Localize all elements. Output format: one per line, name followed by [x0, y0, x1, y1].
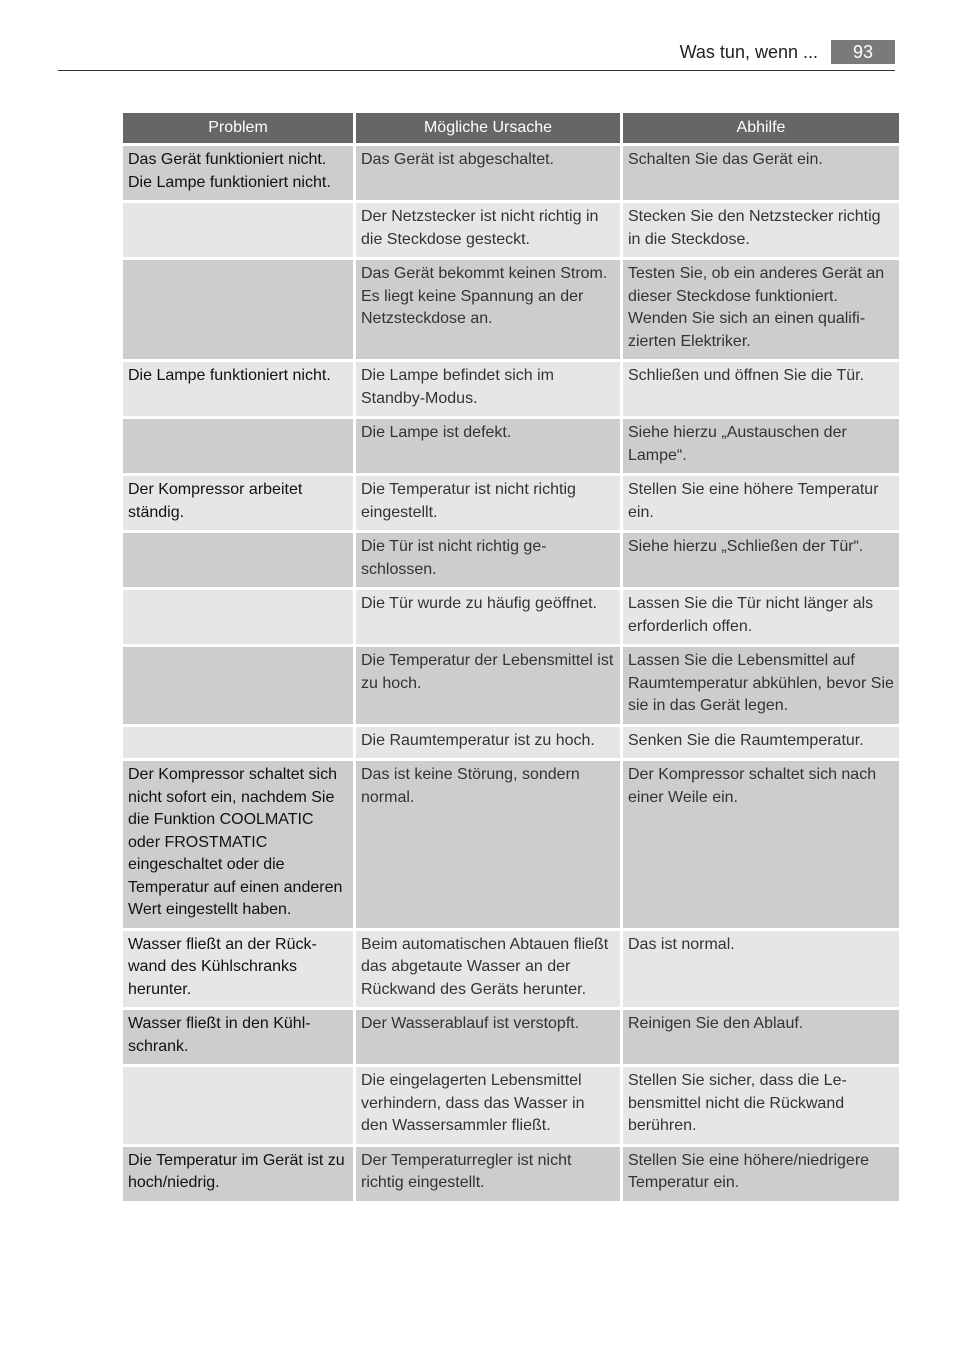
cause-cell: Die Raumtemperatur ist zu hoch. [356, 727, 620, 759]
problem-cell: Wasser fließt an der Rückwand des Kühlschranks herunter. [123, 931, 353, 1008]
problem-cell: Der Kompressor arbeitet ständig. [123, 476, 353, 530]
table-row [123, 761, 899, 928]
cause-cell: Die Lampe ist defekt. [356, 419, 620, 473]
cause-cell: Das Gerät bekommt keinen Strom. Es liegt keine Spannung an der Netzsteckdose an. [356, 260, 620, 359]
page-number: 93 [831, 40, 895, 64]
cause-cell: Das ist keine Störung, sondern normal. [356, 761, 620, 928]
table-row [123, 362, 899, 416]
cause-cell: Die Temperatur der Lebensmittel ist zu hoch. [356, 647, 620, 724]
cause-cell: Das Gerät ist abgeschaltet. [356, 146, 620, 200]
cause-cell: Die Temperatur ist nicht richtig eingestellt. [356, 476, 620, 530]
problem-cell [123, 533, 353, 587]
table-row [123, 1067, 899, 1144]
table-row [123, 727, 899, 759]
table-row [123, 647, 899, 724]
cause-cell: Die eingelagerten Lebensmittel verhindern, dass das Wasser in den Wassersammler fließt. [356, 1067, 620, 1144]
cause-cell: Die Tür wurde zu häufig geöffnet. [356, 590, 620, 644]
table-row [123, 146, 899, 200]
table-row [123, 1010, 899, 1064]
column-header-problem: Problem [123, 113, 353, 143]
remedy-cell: Das ist normal. [623, 931, 899, 1008]
column-header-cause: Mögliche Ursache [356, 113, 620, 143]
remedy-cell: Stecken Sie den Netzstecker richtig in die Steckdose. [623, 203, 899, 257]
troubleshooting-table [120, 110, 902, 1204]
cause-cell: Der Netzstecker ist nicht richtig in die Steckdose gesteckt. [356, 203, 620, 257]
section-title: Was tun, wenn ... [679, 42, 818, 62]
remedy-cell: Stellen Sie eine höhere Temperatur ein. [623, 476, 899, 530]
remedy-cell: Der Kompressor schaltet sich nach einer Weile ein. [623, 761, 899, 928]
problem-cell [123, 260, 353, 359]
problem-cell: Wasser fließt in den Kühlschrank. [123, 1010, 353, 1064]
table-row [123, 931, 899, 1008]
remedy-cell: Lassen Sie die Tür nicht länger als erforderlich offen. [623, 590, 899, 644]
problem-cell [123, 1067, 353, 1144]
cause-cell: Die Lampe befindet sich im Standby-Modus. [356, 362, 620, 416]
problem-cell: Die Temperatur im Gerät ist zu hoch/niedrig. [123, 1147, 353, 1201]
remedy-cell: Testen Sie, ob ein anderes Gerät an dieser Steckdose funktioniert. Wenden Sie sich an einen qualifizierten Elektriker. [623, 260, 899, 359]
remedy-cell: Senken Sie die Raumtemperatur. [623, 727, 899, 759]
table-header-row [123, 113, 899, 143]
remedy-cell: Schließen und öffnen Sie die Tür. [623, 362, 899, 416]
remedy-cell: Schalten Sie das Gerät ein. [623, 146, 899, 200]
table-row [123, 1147, 899, 1201]
remedy-cell: Lassen Sie die Lebensmittel auf Raumtemperatur abkühlen, bevor Sie sie in das Gerät legen. [623, 647, 899, 724]
remedy-cell: Stellen Sie eine höhere/niedrigere Temperatur ein. [623, 1147, 899, 1201]
problem-cell: Das Gerät funktioniert nicht. Die Lampe funktioniert nicht. [123, 146, 353, 200]
problem-cell: Der Kompressor schaltet sich nicht sofort ein, nachdem Sie die Funktion COOLMATIC oder FROSTMATIC eingeschaltet oder die Temperatur auf einen anderen Wert eingestellt haben. [123, 761, 353, 928]
problem-cell [123, 647, 353, 724]
table-row [123, 590, 899, 644]
remedy-cell: Siehe hierzu „Schließen der Tür“. [623, 533, 899, 587]
problem-cell [123, 419, 353, 473]
table-row [123, 476, 899, 530]
cause-cell: Beim automatischen Abtauen fließt das abgetaute Wasser an der Rückwand des Geräts herunter. [356, 931, 620, 1008]
table-row [123, 260, 899, 359]
table-row [123, 533, 899, 587]
header-rule [58, 70, 895, 71]
cause-cell: Der Wasserablauf ist verstopft. [356, 1010, 620, 1064]
table-row [123, 203, 899, 257]
cause-cell: Die Tür ist nicht richtig geschlossen. [356, 533, 620, 587]
problem-cell [123, 590, 353, 644]
table-row [123, 419, 899, 473]
problem-cell: Die Lampe funktioniert nicht. [123, 362, 353, 416]
problem-cell [123, 203, 353, 257]
remedy-cell: Reinigen Sie den Ablauf. [623, 1010, 899, 1064]
remedy-cell: Stellen Sie sicher, dass die Lebensmittel nicht die Rückwand berühren. [623, 1067, 899, 1144]
column-header-remedy: Abhilfe [623, 113, 899, 143]
remedy-cell: Siehe hierzu „Austauschen der Lampe“. [623, 419, 899, 473]
problem-cell [123, 727, 353, 759]
cause-cell: Der Temperaturregler ist nicht richtig eingestellt. [356, 1147, 620, 1201]
